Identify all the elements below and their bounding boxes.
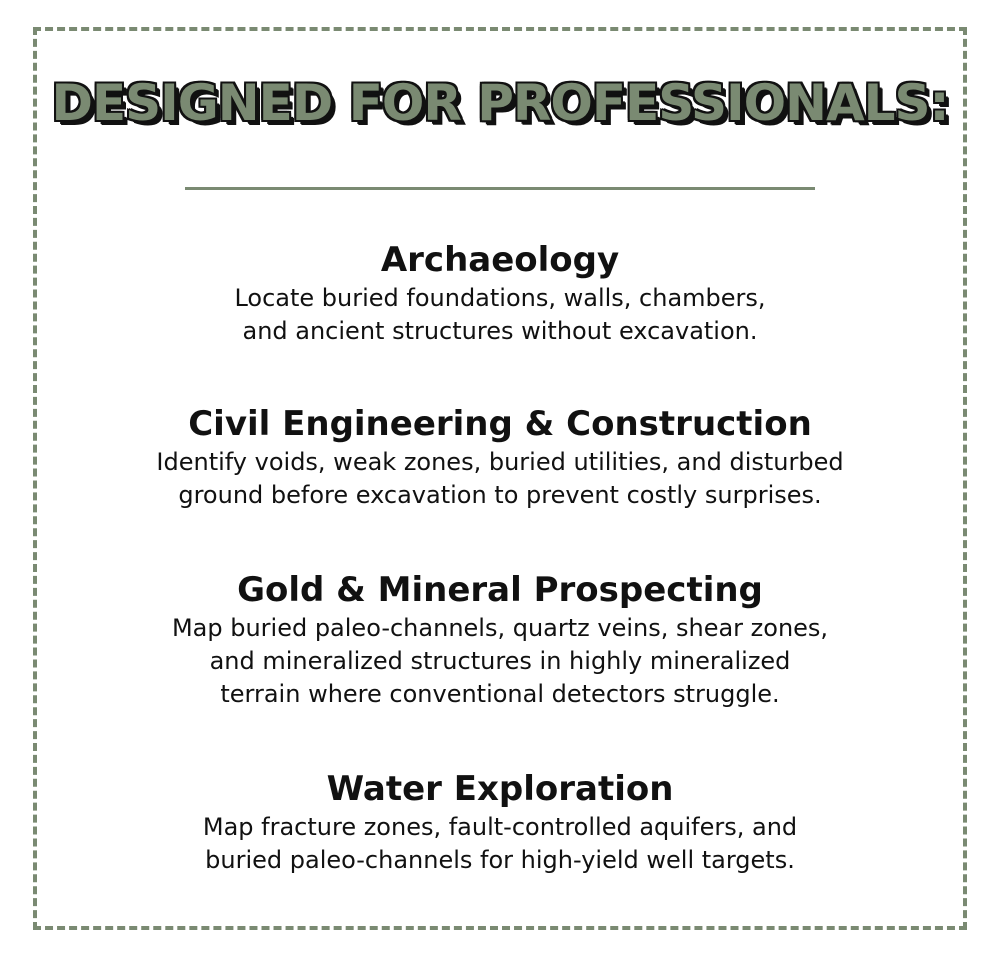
headline-divider (185, 187, 815, 190)
section-title: Water Exploration (326, 769, 674, 809)
section-water-exploration (60, 769, 940, 877)
section-title: Civil Engineering & Construction (188, 404, 812, 444)
section-description (60, 446, 940, 512)
section-civil-engineering (60, 404, 940, 512)
description-line: terrain where conventional detectors struggle. (220, 680, 780, 708)
section-description (60, 282, 940, 348)
description-line: Map fracture zones, fault-controlled aquifers, and (202, 813, 798, 841)
section-description (60, 811, 940, 877)
section-archaeology (60, 240, 940, 348)
description-line: and mineralized structures in highly mineralized (209, 647, 791, 675)
description-line: Map buried paleo-channels, quartz veins, shear zones, (171, 614, 829, 642)
page-headline: DESIGNED FOR PROFESSIONALS: (51, 74, 949, 132)
section-gold-mineral-prospecting (60, 570, 940, 711)
description-line: Identify voids, weak zones, buried utilities, and disturbed (156, 448, 844, 476)
section-title: Archaeology (380, 240, 620, 280)
section-description (60, 612, 940, 711)
description-line: buried paleo-channels for high-yield well targets. (205, 846, 795, 874)
description-line: Locate buried foundations, walls, chambers, (234, 284, 766, 312)
description-line: ground before excavation to prevent costly surprises. (178, 481, 822, 509)
section-title: Gold & Mineral Prospecting (237, 570, 763, 610)
description-line: and ancient structures without excavation. (242, 317, 758, 345)
